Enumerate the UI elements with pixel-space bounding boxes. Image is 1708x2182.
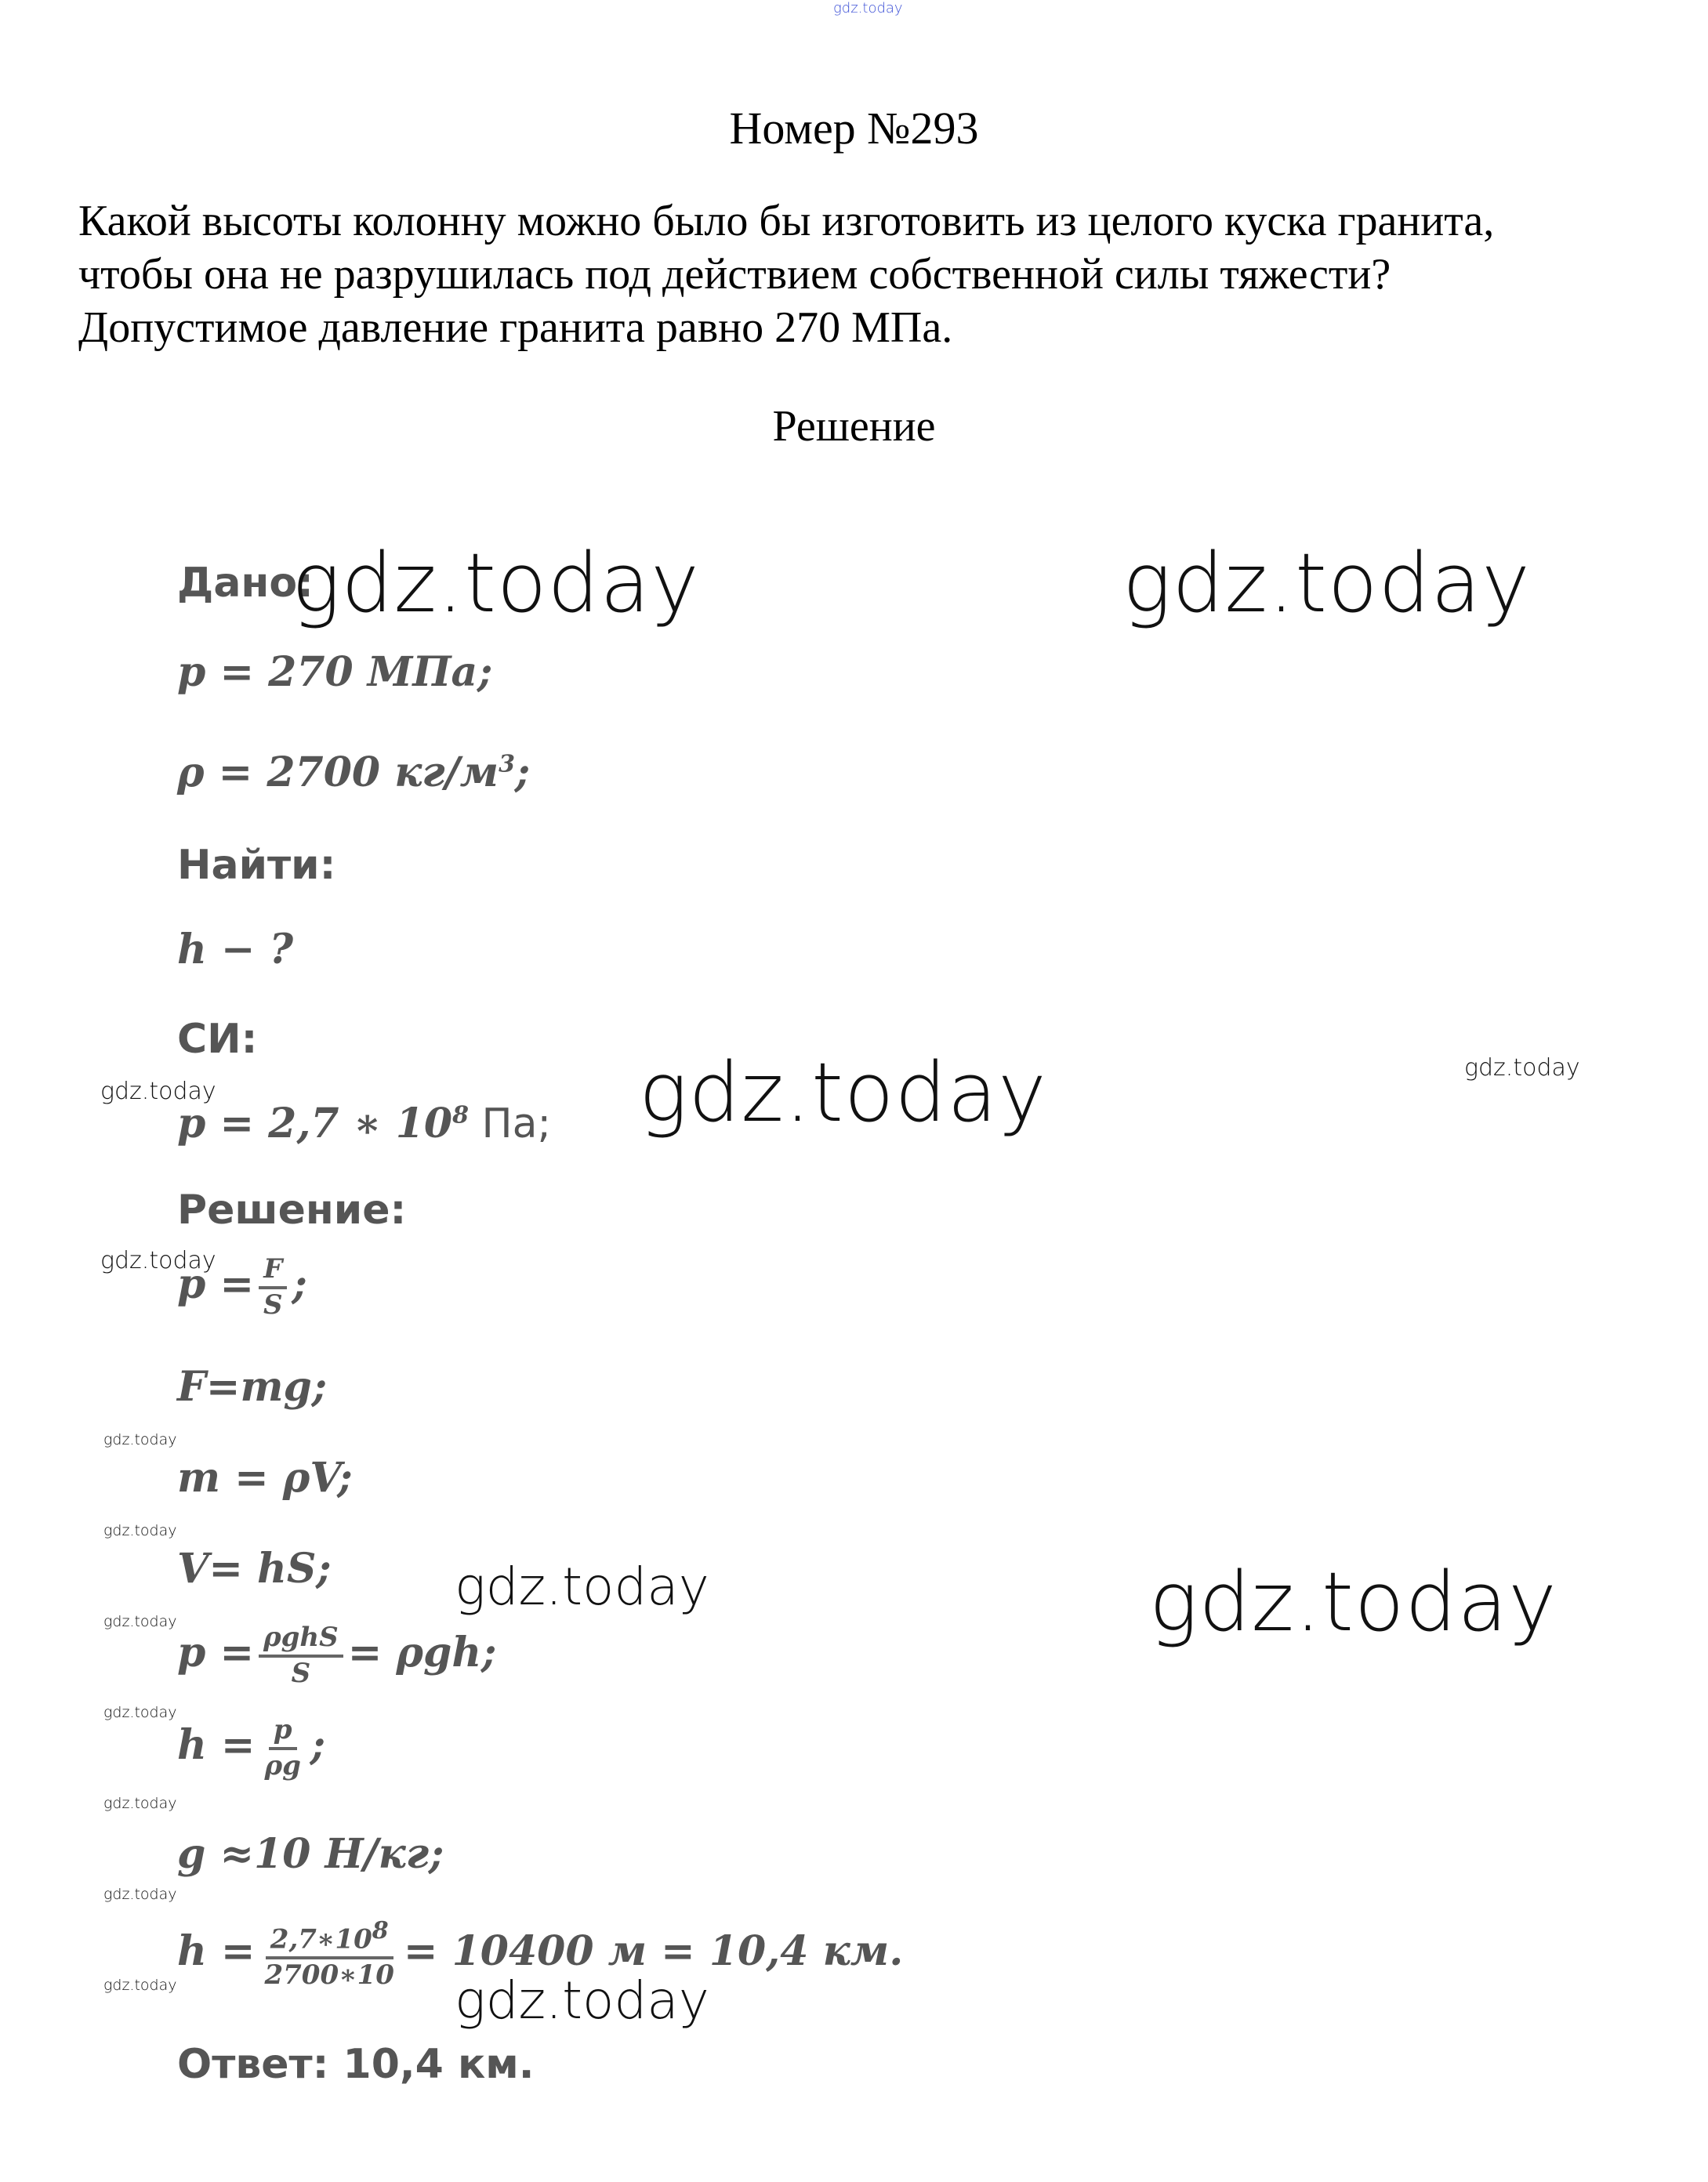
formula-gravity: g ≈10 Н/кг; — [177, 1830, 444, 1878]
task-line-1: Какой высоты колонну можно было бы изготовить из целого куска гранита, — [78, 197, 1495, 245]
watermark-top: gdz.today — [833, 0, 903, 16]
watermark: gdz.today — [103, 1431, 177, 1448]
formula-end: ; — [292, 1260, 307, 1309]
fraction-f-over-s — [259, 1253, 288, 1321]
fraction-p-over-rhog — [259, 1716, 305, 1780]
fraction-denominator: ρg — [264, 1749, 301, 1781]
watermark: gdz.today — [455, 1970, 709, 2031]
formula-pressure-expanded — [177, 1624, 496, 1687]
given-label: Дано: — [177, 560, 314, 607]
formula-force: F=mg; — [177, 1363, 328, 1411]
answer: Ответ: 10,4 км. — [177, 2041, 535, 2088]
watermark: gdz.today — [100, 1247, 216, 1274]
fraction-denominator: S — [263, 1289, 283, 1321]
page-title: Номер №293 — [729, 103, 979, 154]
si-label: СИ: — [177, 1016, 258, 1063]
formula-lhs: p = — [177, 1629, 255, 1677]
watermark: gdz.today — [1122, 535, 1531, 631]
density-end: ; — [514, 748, 531, 796]
watermark: gdz.today — [100, 1078, 216, 1105]
watermark: gdz.today — [292, 535, 700, 631]
si-value — [177, 1100, 551, 1147]
numerator-exponent: 8 — [372, 1917, 389, 1945]
watermark: gdz.today — [1464, 1054, 1580, 1082]
watermark: gdz.today — [103, 1795, 177, 1812]
numerator-text: 2,7∗10 — [270, 1923, 372, 1955]
given-density — [177, 748, 531, 796]
task-line-3: Допустимое давление гранита равно 270 МПа. — [78, 303, 953, 352]
fraction-denominator: 2700∗10 — [264, 1959, 394, 1992]
solution-heading: Решение — [772, 402, 936, 451]
formula-pressure-lhs: p = — [177, 1260, 255, 1309]
fraction-denominator: S — [291, 1657, 311, 1689]
watermark: gdz.today — [103, 1704, 177, 1721]
watermark: gdz.today — [103, 1613, 177, 1630]
formula-mass: m = ρV; — [177, 1454, 353, 1502]
watermark: gdz.today — [103, 1522, 177, 1539]
formula-rhs: = ρgh; — [347, 1629, 497, 1677]
si-unit: Па; — [468, 1100, 551, 1147]
watermark: gdz.today — [103, 1886, 177, 1903]
fraction-numerator: p — [269, 1716, 297, 1750]
task-text — [78, 194, 1646, 354]
density-exponent: 3 — [499, 750, 515, 778]
solution-label: Решение: — [177, 1187, 407, 1234]
watermark: gdz.today — [103, 1977, 177, 1994]
formula-lhs: h = — [177, 1926, 256, 1975]
formula-lhs: h = — [177, 1721, 256, 1770]
si-text: p = 2,7 ∗ 10 — [177, 1100, 453, 1147]
fraction-numerator: ρghS — [259, 1624, 343, 1658]
fraction-result — [259, 1919, 398, 1990]
formula-rhs: = 10400 м = 10,4 км. — [403, 1926, 904, 1975]
watermark: gdz.today — [1149, 1554, 1558, 1650]
density-text: ρ = 2700 кг/м — [177, 748, 499, 796]
watermark: gdz.today — [455, 1557, 709, 1617]
fraction-numerator — [266, 1919, 393, 1959]
formula-height — [177, 1716, 325, 1780]
task-line-2: чтобы она не разрушилась под действием собственной силы тяжести? — [78, 250, 1391, 299]
si-exponent: 8 — [452, 1101, 469, 1129]
find-label: Найти: — [177, 842, 336, 889]
find-value: h − ? — [177, 926, 294, 973]
formula-volume: V= hS; — [177, 1545, 332, 1593]
formula-end: ; — [310, 1721, 326, 1770]
watermark: gdz.today — [639, 1045, 1047, 1140]
given-pressure: p = 270 МПа; — [177, 648, 493, 696]
fraction-rhoghs-over-s — [259, 1624, 343, 1687]
fraction-numerator: F — [259, 1256, 287, 1289]
